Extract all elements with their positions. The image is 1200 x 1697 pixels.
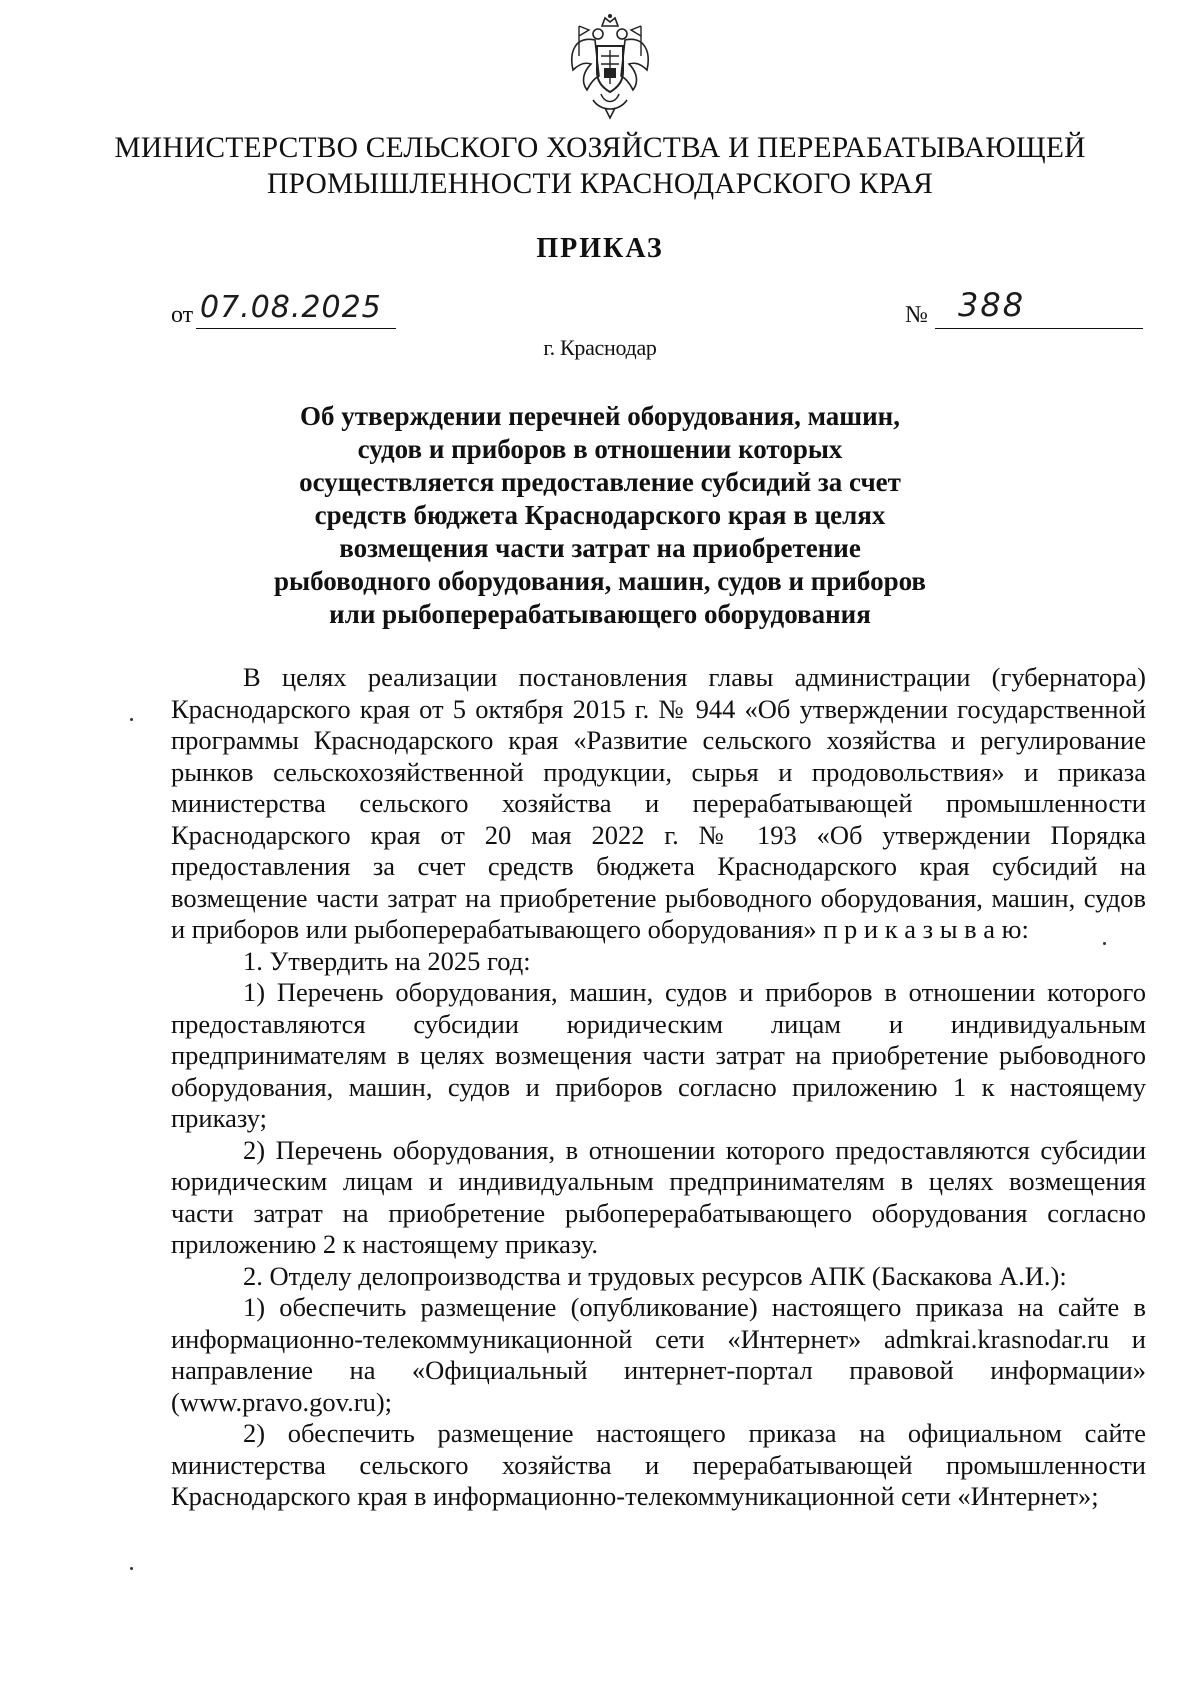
city: г. Краснодар [543,335,657,360]
item-2: 2. Отделу делопроизводства и трудовых ресурсов АПК (Баскакова А.И.): [243,1260,1067,1291]
ministry-name-line-1: МИНИСТЕРСТВО СЕЛЬСКОГО ХОЗЯЙСТВА И ПЕРЕРАБАТЫВАЮЩЕЙ [114,132,1086,164]
title-line: возмещения части затрат на приобретение [339,533,861,563]
scan-speck [1103,942,1106,945]
ministry-name-line-2: ПРОМЫШЛЕННОСТИ КРАСНОДАРСКОГО КРАЯ [267,168,933,200]
handwritten-number: 388 [958,286,1026,324]
title-line: рыбоводного оборудования, машин, судов и приборов [274,566,926,596]
item-1-2: 2) Перечень оборудования, в отношении которого предоставляются субсидии юридическим лицам и индивидуальным предпринимателям в целях возмещения части затрат на приобретение рыбоперерабатывающего оборудования согласно приложению 2 к настоящему приказу. [171,1134,1146,1259]
coat-of-arms-icon [565,12,655,120]
item-1: 1. Утвердить на 2025 год: [243,945,531,976]
ministry-name [100,130,1100,202]
item-2-2: 2) обеспечить размещение настоящего приказа на официальном сайте министерства сельского хозяйства и перерабатывающей промышленности Краснодарского края в информационно-телекоммуникационной сети «Интернет»; [171,1418,1146,1511]
title-line: средств бюджета Краснодарского края в целях [314,500,886,530]
title-line: Об утверждении перечней оборудования, машин, [300,401,900,431]
number-prefix: № [905,302,928,328]
date-prefix: от [171,302,194,328]
document-body [171,662,1146,1513]
date-underline [196,328,396,329]
item-1-1: 1) Перечень оборудования, машин, судов и приборов в отношении которого предоставляются субсидии юридическим лицам и индивидуальным предпринимателям в целях возмещения части затрат на приобретение рыбоводного оборудования, машин, судов и приборов согласно приложению 1 к настоящему приказу; [171,977,1146,1133]
order-word: п р и к а з ы в а ю: [823,914,1029,944]
title-line: или рыбоперерабатывающего оборудования [329,599,871,629]
document-type: ПРИКАЗ [536,233,664,264]
intro-text: В целях реализации постановления главы администрации (губернатора) Краснодарского края от 5 октября 2015 г. № 944 «Об утверждении государственной программы Краснодарского края «Развитие сельского хозяйства и регулирование рынков сельскохозяйственной продукции, сырья и продовольствия» и приказа министерства сельского хозяйства и перерабатывающей промышленности Краснодарского края от 20 мая 2022 г. № 193 «Об утверждении Порядка предоставления за счет средств бюджета Краснодарского края субсидий на возмещение части затрат на приобретение рыбоводного оборудования, машин, судов и приборов или рыбоперерабатывающего оборудования» [171,662,1146,944]
title-line: осуществляется предоставление субсидий за счет [299,467,901,497]
scan-speck [130,718,133,721]
title-line: судов и приборов в отношении которых [357,434,843,464]
intro-paragraph [171,662,1146,946]
scan-speck [130,1567,133,1570]
item-2-1: 1) обеспечить размещение (опубликование) настоящего приказа на сайте в информационно-телекоммуникационной сети «Интернет» admkrai.krasnodar.ru и направление на «Официальный интернет-портал правовой информации» (www.pravo.gov.ru); [171,1292,1146,1417]
handwritten-date: 07.08.2025 [200,290,382,325]
document-title [250,400,950,631]
number-underline [935,328,1143,329]
